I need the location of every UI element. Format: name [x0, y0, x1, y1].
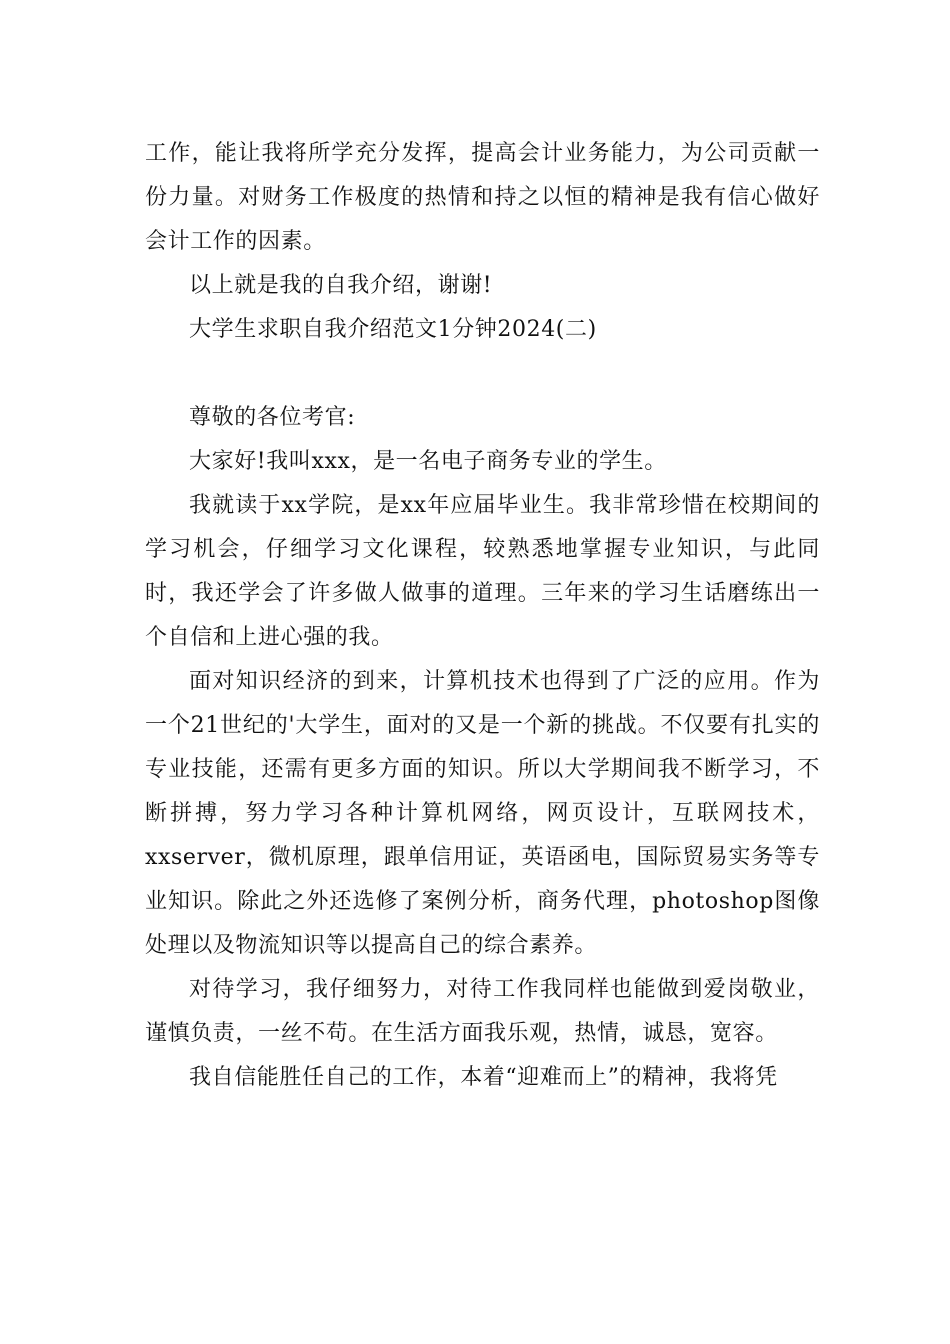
- paragraph-closing: 以上就是我的自我介绍，谢谢!: [189, 273, 493, 298]
- salutation: 尊敬的各位考官:: [189, 405, 356, 430]
- paragraph-skills: 面对知识经济的到来，计算机技术也得到了广泛的应用。作为一个21世纪的'大学生，面对的又是一个新的挑战。不仅要有扎实的专业技能，还需有更多方面的知识。所以大学期间我不断学习，不断拼搏，努力学习各种计算机网络，网页设计，互联网技术，xxserver，微机原理，跟单信用证，英语函电，国际贸易实务等专业知识。除此之外还选修了案例分析，商务代理，photoshop图像处理以及物流知识等以提高自己的综合素养。: [145, 669, 820, 958]
- paragraph-attitude: 对待学习，我仔细努力，对待工作我同样也能做到爱岗敬业，谨慎负责，一丝不苟。在生活方面我乐观，热情，诚恳，宽容。: [145, 977, 820, 1046]
- document-body: [145, 132, 820, 1100]
- paragraph-greeting: 大家好!我叫xxx，是一名电子商务专业的学生。: [189, 449, 667, 474]
- paragraph-continuation: 工作，能让我将所学充分发挥，提高会计业务能力，为公司贡献一份力量。对财务工作极度的热情和持之以恒的精神是我有信心做好会计工作的因素。: [145, 141, 820, 254]
- section-title: 大学生求职自我介绍范文1分钟2024(二): [189, 317, 597, 342]
- blank-line: [145, 352, 820, 396]
- paragraph-confidence: 我自信能胜任自己的工作，本着“迎难而上”的精神，我将凭: [189, 1065, 778, 1090]
- paragraph-education: 我就读于xx学院，是xx年应届毕业生。我非常珍惜在校期间的学习机会，仔细学习文化课程，较熟悉地掌握专业知识，与此同时，我还学会了许多做人做事的道理。三年来的学习生话磨练出一个自信和上进心强的我。: [145, 493, 820, 650]
